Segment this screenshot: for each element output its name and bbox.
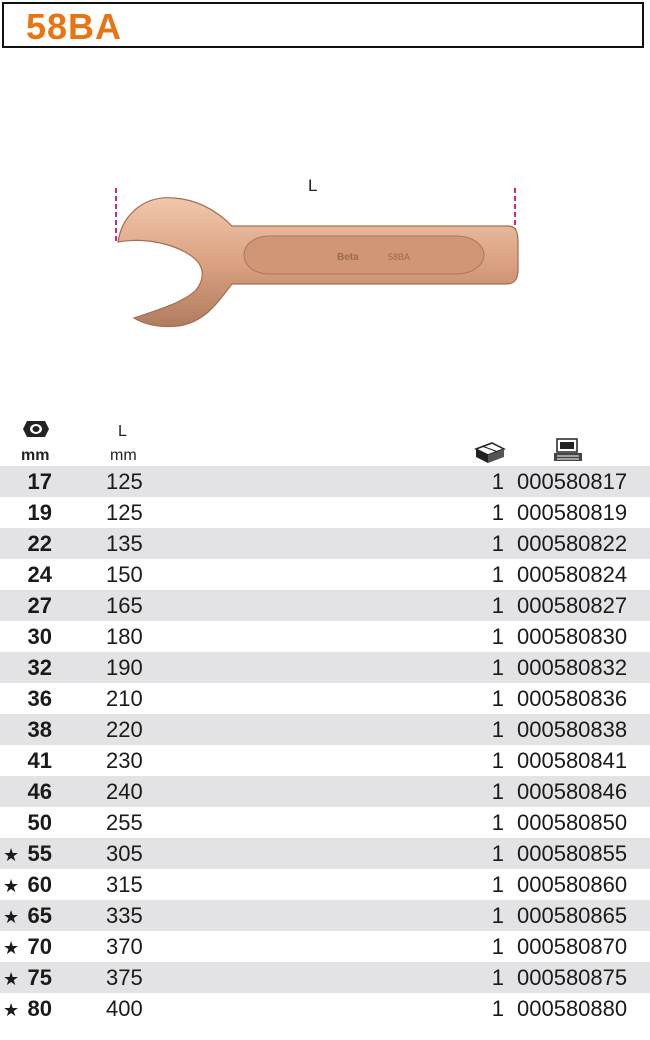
code-cell: 000580827 xyxy=(517,593,628,618)
table-row xyxy=(0,559,650,590)
brand-mark: Beta xyxy=(337,252,359,263)
size-cell: 65 xyxy=(27,903,52,928)
quantity-cell: 1 xyxy=(491,593,504,618)
quantity-cell: 1 xyxy=(491,810,504,835)
quantity-cell: 1 xyxy=(491,624,504,649)
length-dimension-label: L xyxy=(308,176,318,195)
code-cell: 000580860 xyxy=(517,872,628,897)
table-row xyxy=(0,869,650,900)
quantity-cell: 1 xyxy=(491,996,504,1021)
size-cell: 24 xyxy=(27,562,52,587)
length-cell: 370 xyxy=(106,934,143,959)
model-mark: 58BA xyxy=(388,252,411,262)
star-marker: ★ xyxy=(3,938,20,958)
table-row xyxy=(0,652,650,683)
size-cell: 27 xyxy=(27,593,52,618)
code-cell: 000580832 xyxy=(517,655,628,680)
table-row xyxy=(0,931,650,962)
size-cell: 41 xyxy=(27,748,52,773)
size-cell: 50 xyxy=(27,810,52,835)
length-cell: 125 xyxy=(106,469,143,494)
length-cell: 305 xyxy=(106,841,143,866)
code-cell: 000580830 xyxy=(517,624,628,649)
size-cell: 17 xyxy=(27,469,52,494)
code-cell: 000580838 xyxy=(517,717,628,742)
quantity-cell: 1 xyxy=(491,779,504,804)
size-cell: 46 xyxy=(27,779,52,804)
length-cell: 335 xyxy=(106,903,143,928)
length-cell: 220 xyxy=(106,717,143,742)
table-row xyxy=(0,528,650,559)
length-cell: 165 xyxy=(106,593,143,618)
size-cell: 36 xyxy=(27,686,52,711)
package-icon xyxy=(474,441,506,465)
size-cell: 55 xyxy=(27,841,52,866)
star-marker: ★ xyxy=(3,1000,20,1020)
product-title: 58BA xyxy=(26,6,123,47)
table-row xyxy=(0,466,650,497)
title-box xyxy=(2,2,644,48)
size-cell: 75 xyxy=(27,965,52,990)
length-cell: 255 xyxy=(106,810,143,835)
code-cell: 000580850 xyxy=(517,810,628,835)
length-cell: 400 xyxy=(106,996,143,1021)
quantity-cell: 1 xyxy=(491,748,504,773)
table-row xyxy=(0,993,650,1024)
size-cell: 22 xyxy=(27,531,52,556)
length-cell: 240 xyxy=(106,779,143,804)
quantity-cell: 1 xyxy=(491,717,504,742)
code-cell: 000580824 xyxy=(517,562,628,587)
quantity-cell: 1 xyxy=(491,841,504,866)
length-cell: 190 xyxy=(106,655,143,680)
quantity-cell: 1 xyxy=(491,872,504,897)
length-cell: 135 xyxy=(106,531,143,556)
code-cell: 000580880 xyxy=(517,996,628,1021)
table-row xyxy=(0,962,650,993)
table-row xyxy=(0,900,650,931)
size-cell: 38 xyxy=(27,717,52,742)
code-cell: 000580875 xyxy=(517,965,628,990)
size-cell: 60 xyxy=(27,872,52,897)
star-marker: ★ xyxy=(3,845,20,865)
size-cell: 32 xyxy=(27,655,52,680)
length-cell: 210 xyxy=(106,686,143,711)
code-cell: 000580817 xyxy=(517,469,628,494)
star-marker: ★ xyxy=(3,969,20,989)
code-cell: 000580865 xyxy=(517,903,628,928)
length-cell: 375 xyxy=(106,965,143,990)
quantity-cell: 1 xyxy=(491,469,504,494)
table-row xyxy=(0,683,650,714)
table-row xyxy=(0,838,650,869)
code-cell: 000580836 xyxy=(517,686,628,711)
slogging-wrench-image xyxy=(100,170,530,340)
quantity-cell: 1 xyxy=(491,562,504,587)
table-row xyxy=(0,497,650,528)
size-unit-label: mm xyxy=(21,447,50,464)
table-row xyxy=(0,714,650,745)
quantity-cell: 1 xyxy=(491,500,504,525)
quantity-cell: 1 xyxy=(491,934,504,959)
code-cell: 000580855 xyxy=(517,841,628,866)
length-cell: 180 xyxy=(106,624,143,649)
length-column-label: L xyxy=(118,423,127,440)
code-cell: 000580841 xyxy=(517,748,628,773)
quantity-cell: 1 xyxy=(491,965,504,990)
star-marker: ★ xyxy=(3,876,20,896)
product-table xyxy=(0,466,650,1024)
code-cell: 000580870 xyxy=(517,934,628,959)
table-row xyxy=(0,621,650,652)
length-cell: 315 xyxy=(106,872,143,897)
table-row xyxy=(0,745,650,776)
size-cell: 80 xyxy=(27,996,52,1021)
length-cell: 150 xyxy=(106,562,143,587)
table-row xyxy=(0,590,650,621)
length-cell: 230 xyxy=(106,748,143,773)
size-cell: 70 xyxy=(27,934,52,959)
code-cell: 000580822 xyxy=(517,531,628,556)
size-cell: 30 xyxy=(27,624,52,649)
length-unit-label: mm xyxy=(110,447,137,464)
quantity-cell: 1 xyxy=(491,531,504,556)
star-marker: ★ xyxy=(3,907,20,927)
barcode-terminal-icon xyxy=(552,437,584,463)
table-row xyxy=(0,807,650,838)
code-cell: 000580846 xyxy=(517,779,628,804)
hex-nut-icon xyxy=(22,418,50,440)
quantity-cell: 1 xyxy=(491,686,504,711)
length-cell: 125 xyxy=(106,500,143,525)
table-row xyxy=(0,776,650,807)
size-cell: 19 xyxy=(27,500,52,525)
quantity-cell: 1 xyxy=(491,903,504,928)
quantity-cell: 1 xyxy=(491,655,504,680)
code-cell: 000580819 xyxy=(517,500,628,525)
